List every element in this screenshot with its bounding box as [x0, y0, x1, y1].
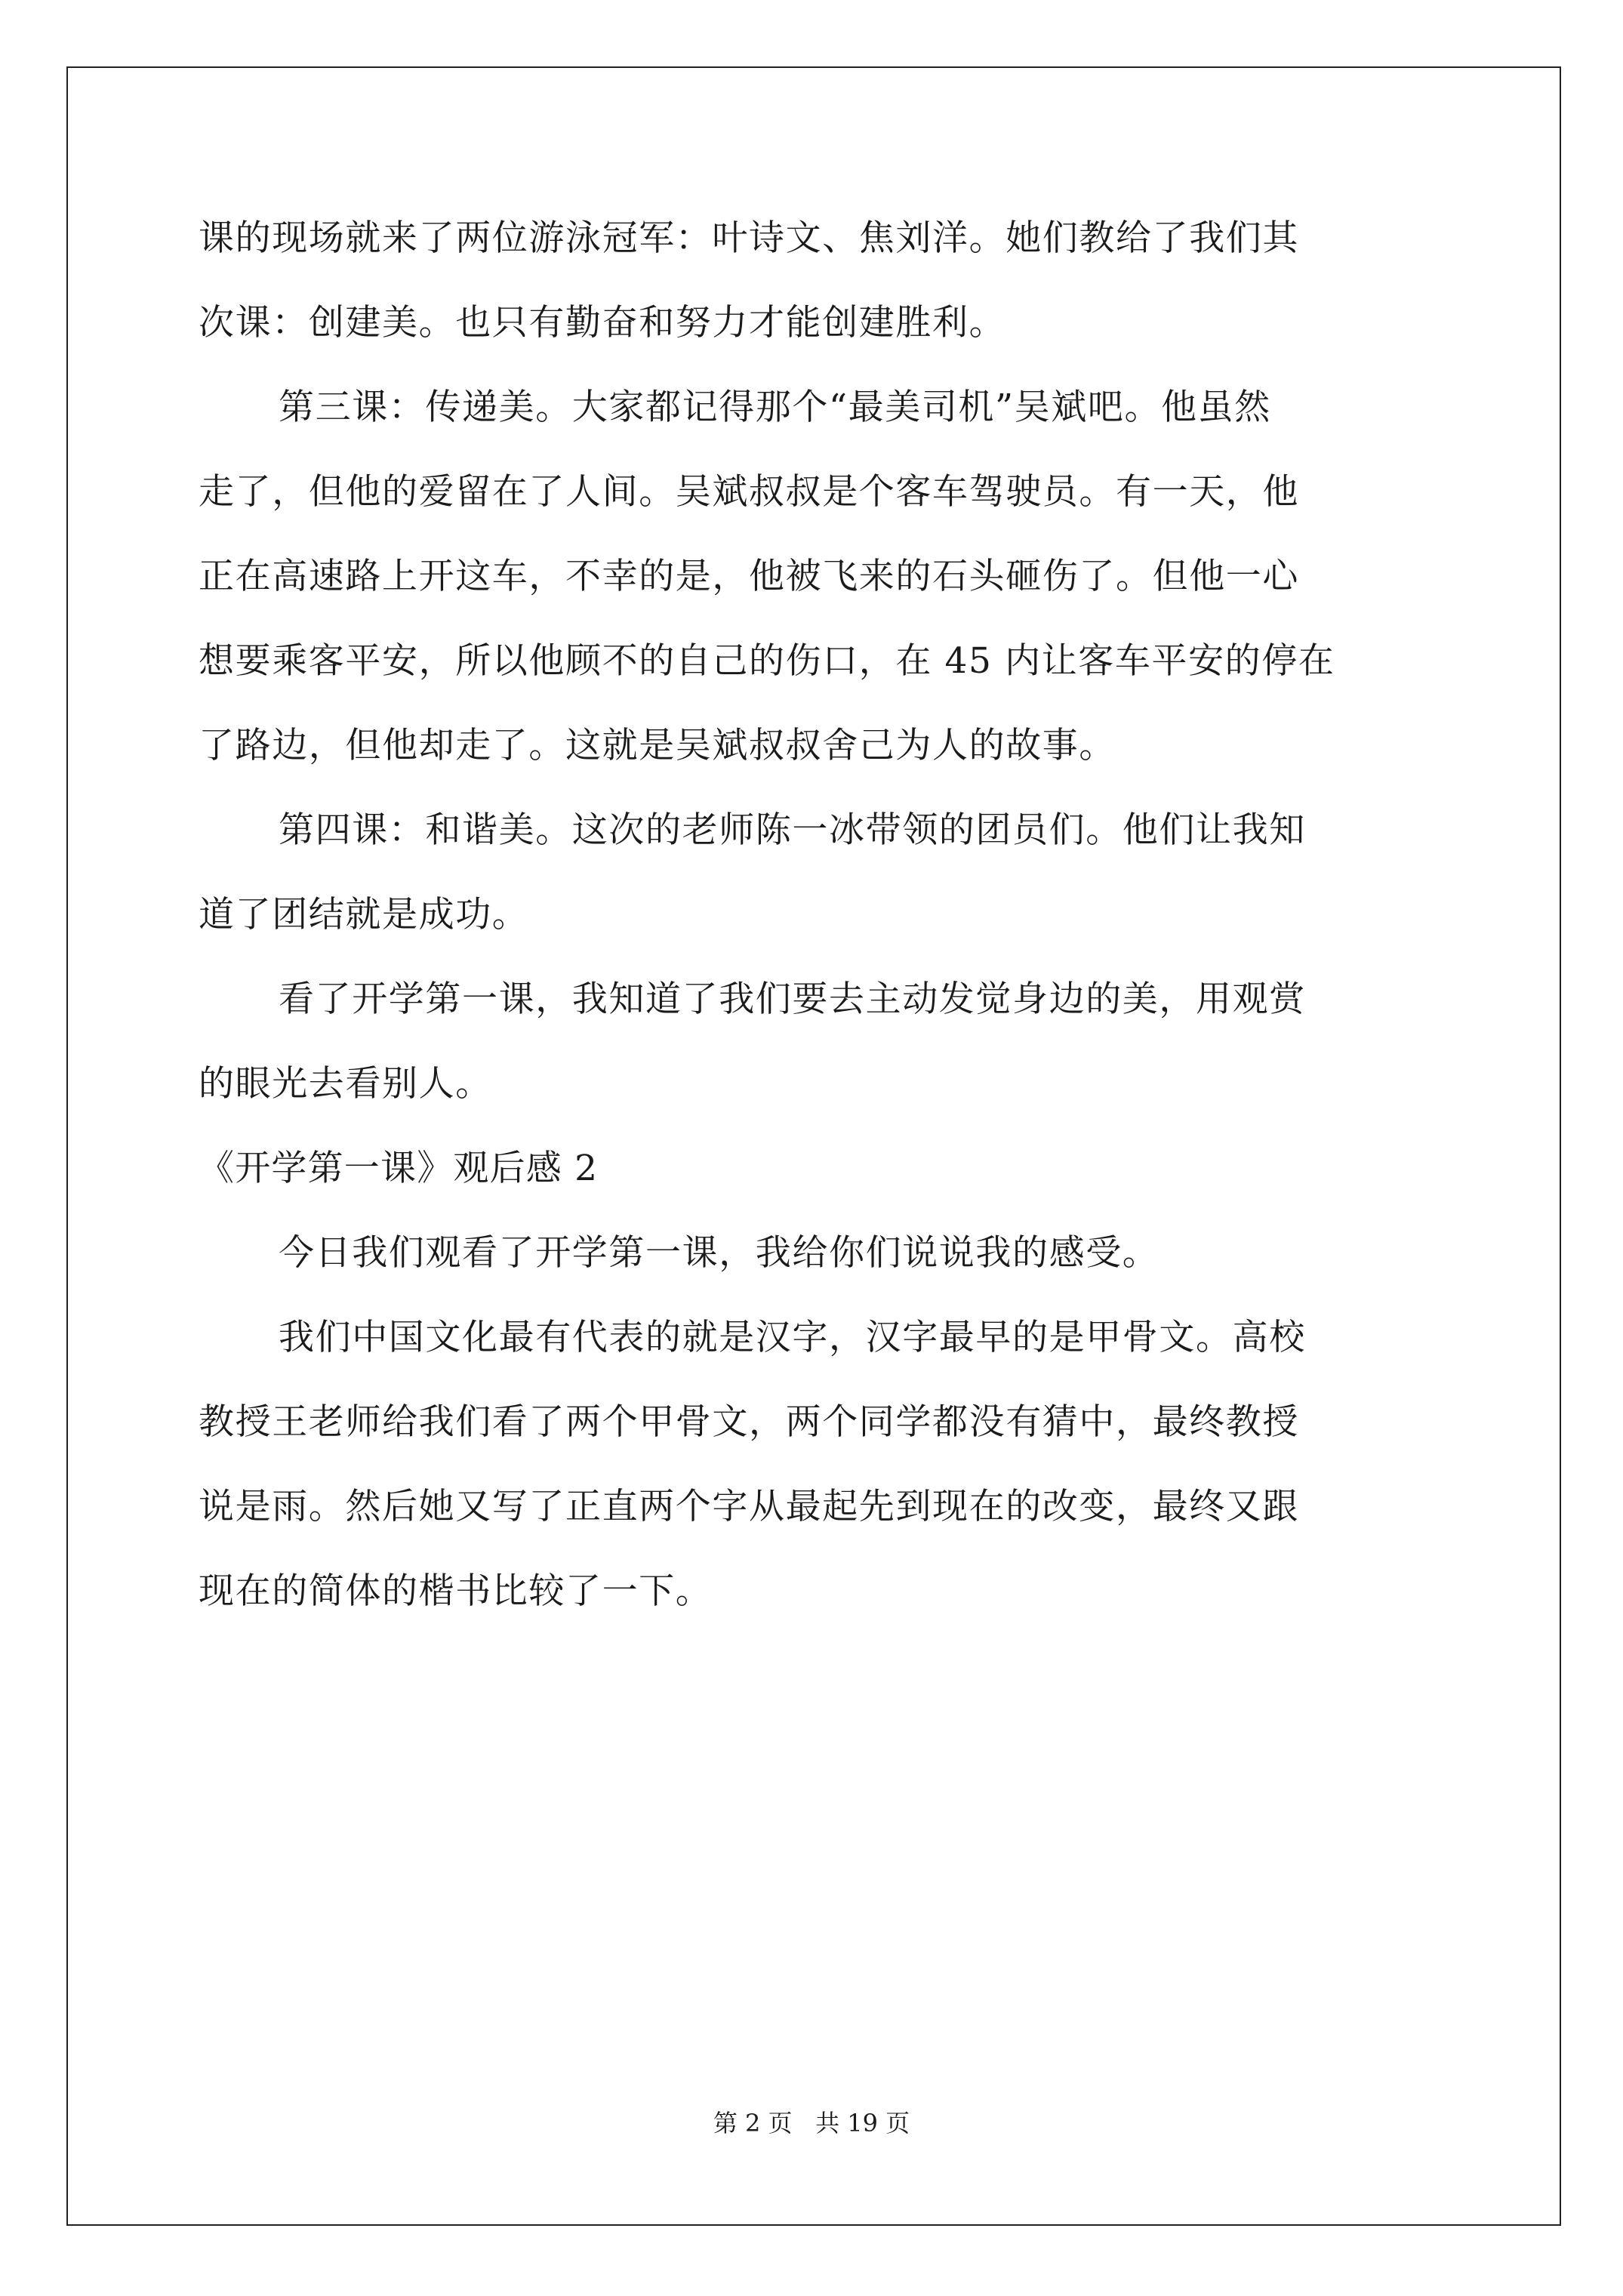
paragraph-line: 课的现场就来了两位游泳冠军：叶诗文、焦刘洋。她们教给了我们其 [199, 217, 1299, 259]
paragraph-line: 正在高速路上开这车，不幸的是，他被飞来的石头砸伤了。但他一心 [199, 556, 1299, 597]
paragraph-line: 想要乘客平安，所以他顾不的自己的伤口，在 45 内让客车平安的停在 [199, 640, 1335, 682]
paragraph-line: 道了团结就是成功。 [199, 894, 529, 935]
paragraph-line: 第四课：和谐美。这次的老师陈一冰带领的团员们。他们让我知 [279, 809, 1306, 851]
paragraph-line: 今日我们观看了开学第一课，我给你们说说我的感受。 [279, 1232, 1160, 1274]
paragraph-line: 了路边，但他却走了。这就是吴斌叔叔舍己为人的故事。 [199, 725, 1116, 766]
paragraph-line: 次课：创建美。也只有勤奋和努力才能创建胜利。 [199, 302, 1006, 344]
paragraph-line: 走了，但他的爱留在了人间。吴斌叔叔是个客车驾驶员。有一天，他 [199, 471, 1299, 513]
footer-spacer [793, 2109, 816, 2137]
page-total: 共 19 页 [815, 2109, 910, 2137]
paragraph-line: 现在的简体的楷书比较了一下。 [199, 1570, 713, 1612]
paragraph-line: 的眼光去看别人。 [199, 1063, 492, 1105]
paragraph-line: 说是雨。然后她又写了正直两个字从最起先到现在的改变，最终又跟 [199, 1486, 1299, 1527]
paragraph-line: 我们中国文化最有代表的就是汉字，汉字最早的是甲骨文。高校 [279, 1317, 1306, 1358]
page-number: 第 2 页 [713, 2109, 793, 2137]
page-footer [0, 2108, 1623, 2138]
paragraph-line: 教授王老师给我们看了两个甲骨文，两个同学都没有猜中，最终教授 [199, 1401, 1299, 1443]
paragraph-line: 第三课：传递美。大家都记得那个“最美司机”吴斌吧。他虽然 [279, 387, 1271, 428]
paragraph-line: 看了开学第一课，我知道了我们要去主动发觉身边的美，用观赏 [279, 978, 1306, 1020]
section-heading: 《开学第一课》观后感 2 [199, 1148, 599, 1189]
document-body [199, 196, 1437, 1634]
